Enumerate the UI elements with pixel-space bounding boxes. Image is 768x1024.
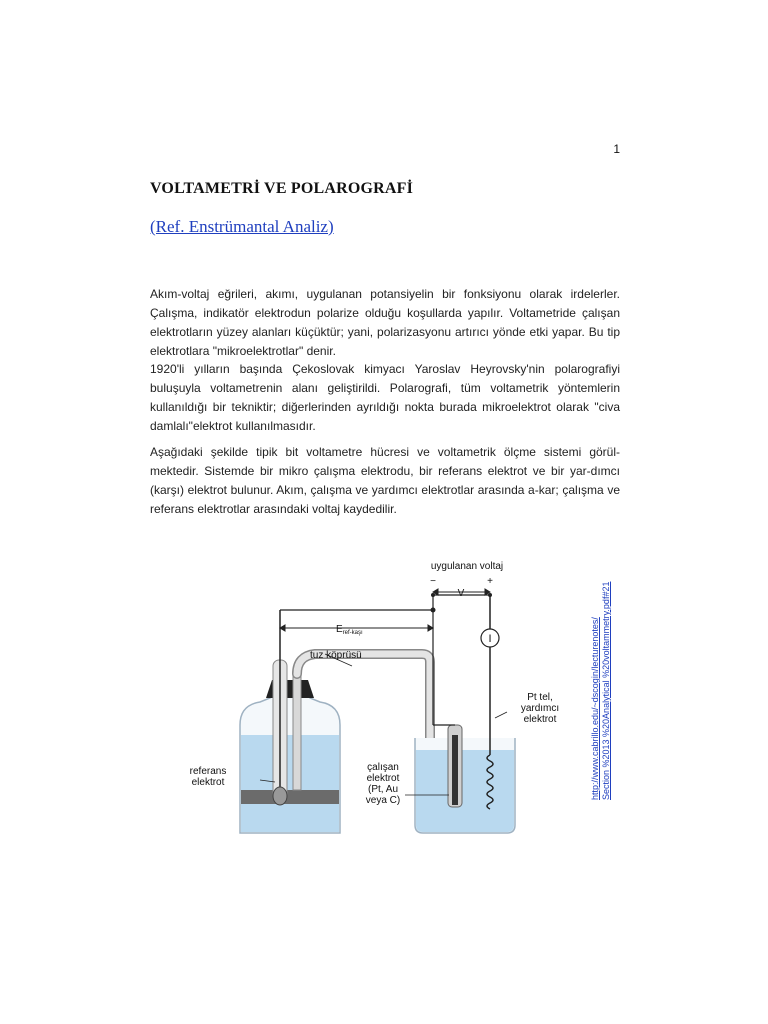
electrolyte-band <box>241 790 339 804</box>
working-electrode-label-4: veya C) <box>365 795 401 806</box>
voltage-label: V <box>457 588 465 599</box>
reference-electrode-label-1: referans <box>189 766 227 777</box>
ammeter-label: I <box>488 633 492 645</box>
voltammetry-cell-figure <box>160 550 620 850</box>
reference-electrode-label-2: elektrot <box>191 777 225 788</box>
source-link-line-1[interactable]: http://www.cabrillo.edu/~dscogin/lecturenotes/ <box>590 617 600 800</box>
minus-terminal: − <box>430 576 436 587</box>
working-electrode-label-3: (Pt, Au <box>367 784 399 795</box>
figure-source-link[interactable] <box>590 582 612 800</box>
voltammetry-diagram <box>160 550 620 850</box>
working-electrode-label-2: elektrot <box>366 773 400 784</box>
paragraph-figure-description: Aşağıdaki şekilde tipik bit voltametre hücresi ve voltametrik ölçme sistemi görül-mektedir. Sistemde bir mikro çalışma elektrodu, bir referans elektrot ve bir yar-dımcı (karşı) elektrot bulunur. Akım, çalışma ve yardımcı elektrotlar arasında a-kar; çalışma ve referans elektrotlar arasındaki voltaj kaydedilir. <box>150 445 620 516</box>
reference-bottle <box>240 610 340 833</box>
document-title: VOLTAMETRİ VE POLAROGRAFİ <box>150 180 414 197</box>
pt-wire-label-2: yardımcı <box>520 703 560 714</box>
working-electrode-label-1: çalışan <box>367 762 399 773</box>
source-link-line-2[interactable]: Section %2013 %20Analytical %20voltammetry.pdf#21 <box>601 581 611 800</box>
paragraph-history: 1920'li yılların başında Çekoslovak kimyacı Yaroslav Heyrovsky'nin polarografiyi buluşuyla voltametrenin alanı geliştirildi. Polarografi, tüm voltametrik yöntemlerin kullanıldığı bir tekniktir; diğerlerinden ayrıldığı nokta burada mikroelektrot olarak "civa damlalı"elektrot kullanılmasıdır. <box>150 362 620 433</box>
plus-terminal: + <box>487 576 493 587</box>
e-label: $E_{ref-kaşı}$ <box>336 624 363 636</box>
pt-wire-label-3: elektrot <box>523 714 557 725</box>
page-number: 1 <box>613 142 620 156</box>
pt-wire-label-1: Pt tel, <box>527 692 553 703</box>
reference-link[interactable]: (Ref. Enstrümantal Analiz) <box>150 217 334 236</box>
salt-bridge-label: tuz köprüsü <box>310 650 362 661</box>
paragraph-intro: Akım-voltaj eğrileri, akımı, uygulanan potansiyelin bir fonksiyonu olarak irdelerler. Çalışma, indikatör elektrodun polarize olduğu koşullarda yapılır. Voltametride çalışan elektrotların yüzey alanları küçüktür; yani, polarizasyonu artırıcı yönde etki yapar. Bu tip elektrotlara "mikroelektrotlar" denir. <box>150 287 620 358</box>
applied-voltage-label: uygulanan voltaj <box>430 561 504 572</box>
